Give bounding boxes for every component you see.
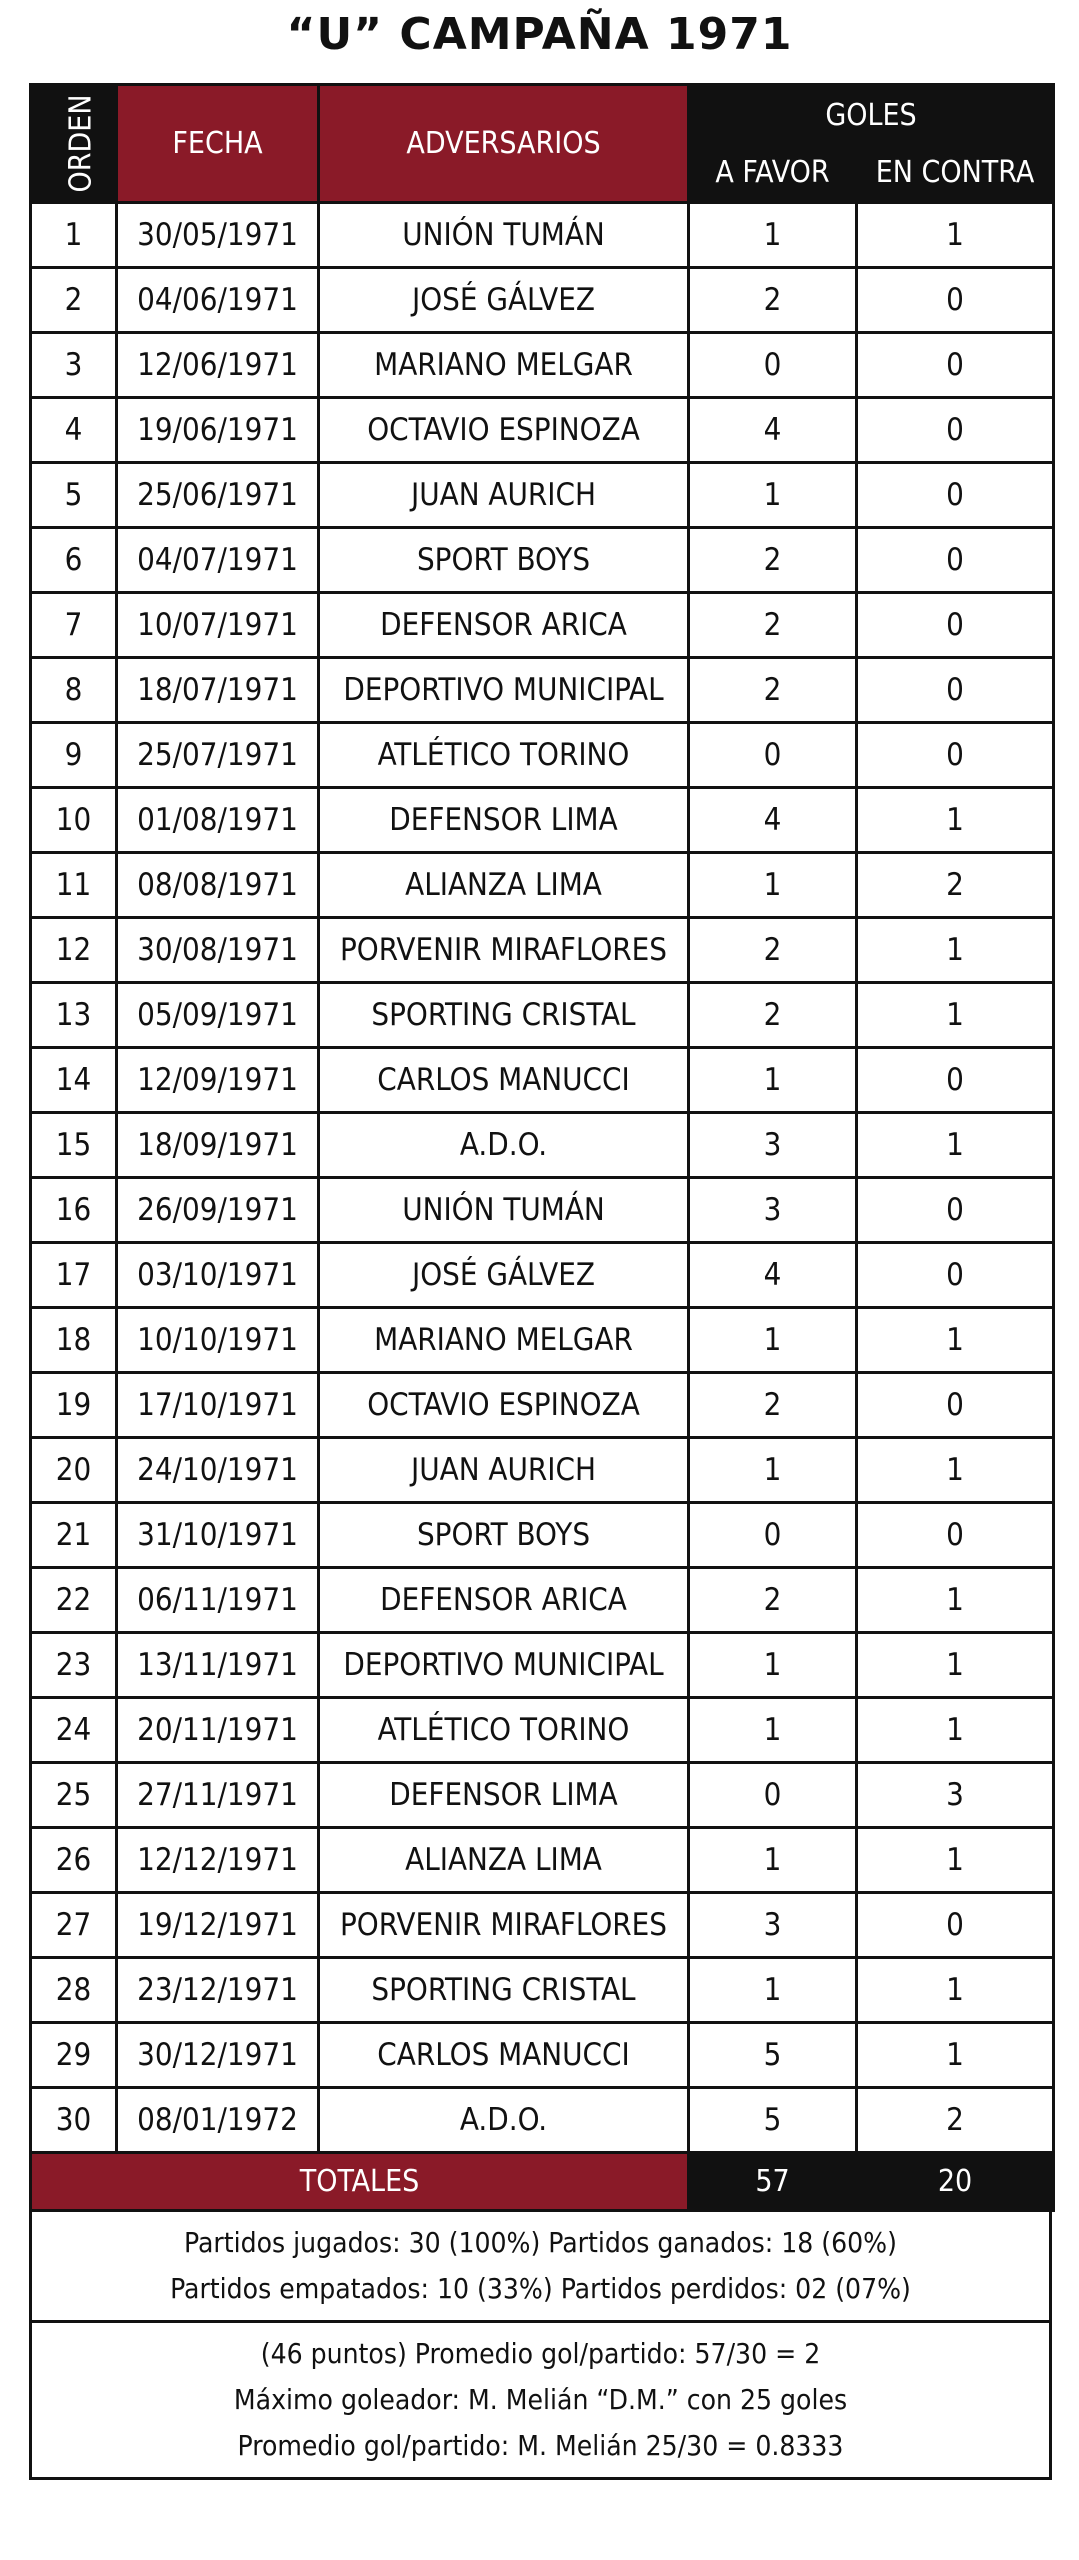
cell-fecha: 13/11/1971 xyxy=(117,1633,319,1698)
table-row xyxy=(31,203,1054,268)
cell-a-favor: 2 xyxy=(689,268,857,333)
cell-adversario: CARLOS MANUCCI xyxy=(319,2023,689,2088)
cell-fecha: 27/11/1971 xyxy=(117,1763,319,1828)
cell-fecha: 19/06/1971 xyxy=(117,398,319,463)
totals-a-favor: 57 xyxy=(689,2153,857,2211)
table-row xyxy=(31,1763,1054,1828)
cell-fecha: 25/07/1971 xyxy=(117,723,319,788)
cell-orden: 6 xyxy=(31,528,117,593)
cell-en-contra: 0 xyxy=(857,1243,1054,1308)
table-row xyxy=(31,788,1054,853)
table-row xyxy=(31,1308,1054,1373)
table-row xyxy=(31,1633,1054,1698)
results-table xyxy=(29,83,1055,2212)
cell-en-contra: 0 xyxy=(857,593,1054,658)
cell-orden: 29 xyxy=(31,2023,117,2088)
table-row xyxy=(31,1048,1054,1113)
cell-fecha: 12/12/1971 xyxy=(117,1828,319,1893)
cell-orden: 7 xyxy=(31,593,117,658)
cell-fecha: 20/11/1971 xyxy=(117,1698,319,1763)
cell-a-favor: 1 xyxy=(689,1438,857,1503)
cell-fecha: 17/10/1971 xyxy=(117,1373,319,1438)
cell-fecha: 12/09/1971 xyxy=(117,1048,319,1113)
cell-a-favor: 2 xyxy=(689,918,857,983)
summary-line-drawn-lost: Partidos empatados: 10 (33%) Partidos perdidos: 02 (07%) xyxy=(170,2272,911,2305)
cell-orden: 12 xyxy=(31,918,117,983)
cell-orden: 3 xyxy=(31,333,117,398)
cell-a-favor: 1 xyxy=(689,1048,857,1113)
table-row xyxy=(31,1373,1054,1438)
cell-orden: 21 xyxy=(31,1503,117,1568)
cell-adversario: CARLOS MANUCCI xyxy=(319,1048,689,1113)
cell-a-favor: 5 xyxy=(689,2023,857,2088)
cell-fecha: 30/08/1971 xyxy=(117,918,319,983)
cell-en-contra: 1 xyxy=(857,203,1054,268)
cell-a-favor: 1 xyxy=(689,1698,857,1763)
cell-a-favor: 1 xyxy=(689,1958,857,2023)
table-row xyxy=(31,1828,1054,1893)
cell-en-contra: 0 xyxy=(857,528,1054,593)
cell-fecha: 04/07/1971 xyxy=(117,528,319,593)
cell-orden: 5 xyxy=(31,463,117,528)
results-rows xyxy=(31,203,1054,2211)
cell-adversario: DEFENSOR ARICA xyxy=(319,1568,689,1633)
cell-fecha: 05/09/1971 xyxy=(117,983,319,1048)
cell-orden: 15 xyxy=(31,1113,117,1178)
cell-orden: 22 xyxy=(31,1568,117,1633)
cell-adversario: PORVENIR MIRAFLORES xyxy=(319,918,689,983)
table-row xyxy=(31,1178,1054,1243)
cell-adversario: A.D.O. xyxy=(319,2088,689,2153)
summary-line-scorer-average: Promedio gol/partido: M. Melián 25/30 = 0.8333 xyxy=(237,2429,844,2462)
cell-fecha: 18/07/1971 xyxy=(117,658,319,723)
table-row xyxy=(31,528,1054,593)
cell-orden: 8 xyxy=(31,658,117,723)
summary-matches xyxy=(32,2212,1049,2320)
cell-adversario: ALIANZA LIMA xyxy=(319,1828,689,1893)
cell-a-favor: 3 xyxy=(689,1113,857,1178)
cell-fecha: 08/01/1972 xyxy=(117,2088,319,2153)
cell-en-contra: 0 xyxy=(857,398,1054,463)
table-row xyxy=(31,463,1054,528)
cell-a-favor: 0 xyxy=(689,1763,857,1828)
table-row xyxy=(31,593,1054,658)
cell-en-contra: 1 xyxy=(857,1633,1054,1698)
cell-orden: 20 xyxy=(31,1438,117,1503)
cell-orden: 18 xyxy=(31,1308,117,1373)
cell-orden: 11 xyxy=(31,853,117,918)
table-row xyxy=(31,398,1054,463)
cell-orden: 30 xyxy=(31,2088,117,2153)
cell-a-favor: 0 xyxy=(689,333,857,398)
cell-en-contra: 2 xyxy=(857,2088,1054,2153)
cell-en-contra: 1 xyxy=(857,1113,1054,1178)
cell-fecha: 10/07/1971 xyxy=(117,593,319,658)
cell-a-favor: 2 xyxy=(689,658,857,723)
cell-fecha: 25/06/1971 xyxy=(117,463,319,528)
header-goles: GOLES xyxy=(689,85,1054,145)
cell-adversario: DEFENSOR LIMA xyxy=(319,1763,689,1828)
cell-orden: 2 xyxy=(31,268,117,333)
cell-orden: 10 xyxy=(31,788,117,853)
cell-en-contra: 0 xyxy=(857,268,1054,333)
cell-orden: 16 xyxy=(31,1178,117,1243)
cell-en-contra: 3 xyxy=(857,1763,1054,1828)
cell-en-contra: 0 xyxy=(857,1503,1054,1568)
table-row xyxy=(31,1958,1054,2023)
cell-adversario: SPORTING CRISTAL xyxy=(319,983,689,1048)
cell-adversario: ALIANZA LIMA xyxy=(319,853,689,918)
header-en-contra: EN CONTRA xyxy=(857,145,1054,203)
cell-orden: 4 xyxy=(31,398,117,463)
table-row xyxy=(31,1243,1054,1308)
table-row xyxy=(31,268,1054,333)
cell-adversario: A.D.O. xyxy=(319,1113,689,1178)
cell-a-favor: 0 xyxy=(689,1503,857,1568)
cell-fecha: 30/12/1971 xyxy=(117,2023,319,2088)
cell-adversario: JOSÉ GÁLVEZ xyxy=(319,1243,689,1308)
cell-a-favor: 4 xyxy=(689,1243,857,1308)
summary-line-points: (46 puntos) Promedio gol/partido: 57/30 = 2 xyxy=(260,2337,821,2370)
cell-a-favor: 2 xyxy=(689,1373,857,1438)
cell-a-favor: 2 xyxy=(689,1568,857,1633)
table-row xyxy=(31,853,1054,918)
cell-adversario: JUAN AURICH xyxy=(319,1438,689,1503)
page-title: “U” CAMPAÑA 1971 xyxy=(286,9,793,60)
cell-adversario: ATLÉTICO TORINO xyxy=(319,1698,689,1763)
cell-orden: 19 xyxy=(31,1373,117,1438)
cell-fecha: 19/12/1971 xyxy=(117,1893,319,1958)
cell-orden: 24 xyxy=(31,1698,117,1763)
cell-adversario: OCTAVIO ESPINOZA xyxy=(319,1373,689,1438)
cell-en-contra: 1 xyxy=(857,983,1054,1048)
cell-a-favor: 3 xyxy=(689,1178,857,1243)
cell-adversario: DEFENSOR LIMA xyxy=(319,788,689,853)
cell-adversario: DEPORTIVO MUNICIPAL xyxy=(319,658,689,723)
cell-adversario: DEPORTIVO MUNICIPAL xyxy=(319,1633,689,1698)
cell-en-contra: 0 xyxy=(857,1178,1054,1243)
cell-orden: 1 xyxy=(31,203,117,268)
cell-orden: 13 xyxy=(31,983,117,1048)
cell-adversario: JOSÉ GÁLVEZ xyxy=(319,268,689,333)
cell-fecha: 23/12/1971 xyxy=(117,1958,319,2023)
table-row xyxy=(31,1113,1054,1178)
cell-orden: 27 xyxy=(31,1893,117,1958)
cell-en-contra: 1 xyxy=(857,1308,1054,1373)
cell-en-contra: 0 xyxy=(857,1373,1054,1438)
cell-en-contra: 2 xyxy=(857,853,1054,918)
summary-line-played-won: Partidos jugados: 30 (100%) Partidos ganados: 18 (60%) xyxy=(184,2226,897,2259)
table-row xyxy=(31,1698,1054,1763)
cell-fecha: 24/10/1971 xyxy=(117,1438,319,1503)
cell-en-contra: 1 xyxy=(857,1568,1054,1633)
table-row xyxy=(31,983,1054,1048)
cell-a-favor: 0 xyxy=(689,723,857,788)
cell-en-contra: 1 xyxy=(857,918,1054,983)
cell-a-favor: 1 xyxy=(689,853,857,918)
cell-fecha: 18/09/1971 xyxy=(117,1113,319,1178)
header-orden-label: ORDEN xyxy=(63,94,99,193)
cell-en-contra: 1 xyxy=(857,788,1054,853)
totals-en-contra: 20 xyxy=(857,2153,1054,2211)
cell-a-favor: 1 xyxy=(689,463,857,528)
cell-a-favor: 5 xyxy=(689,2088,857,2153)
cell-en-contra: 1 xyxy=(857,1828,1054,1893)
cell-orden: 28 xyxy=(31,1958,117,2023)
table-row xyxy=(31,918,1054,983)
cell-en-contra: 1 xyxy=(857,2023,1054,2088)
cell-orden: 17 xyxy=(31,1243,117,1308)
cell-adversario: UNIÓN TUMÁN xyxy=(319,203,689,268)
table-row xyxy=(31,333,1054,398)
cell-fecha: 30/05/1971 xyxy=(117,203,319,268)
cell-adversario: SPORT BOYS xyxy=(319,528,689,593)
cell-orden: 26 xyxy=(31,1828,117,1893)
table-row xyxy=(31,658,1054,723)
cell-adversario: DEFENSOR ARICA xyxy=(319,593,689,658)
cell-adversario: ATLÉTICO TORINO xyxy=(319,723,689,788)
cell-en-contra: 0 xyxy=(857,333,1054,398)
header-fecha: FECHA xyxy=(117,85,319,203)
cell-fecha: 04/06/1971 xyxy=(117,268,319,333)
cell-fecha: 26/09/1971 xyxy=(117,1178,319,1243)
cell-orden: 25 xyxy=(31,1763,117,1828)
summary-line-top-scorer: Máximo goleador: M. Melián “D.M.” con 25 goles xyxy=(233,2383,848,2416)
cell-a-favor: 1 xyxy=(689,203,857,268)
table-row xyxy=(31,2088,1054,2153)
cell-en-contra: 0 xyxy=(857,658,1054,723)
cell-en-contra: 1 xyxy=(857,1438,1054,1503)
totals-label: TOTALES xyxy=(31,2153,689,2211)
cell-a-favor: 1 xyxy=(689,1828,857,1893)
cell-fecha: 12/06/1971 xyxy=(117,333,319,398)
cell-en-contra: 0 xyxy=(857,1048,1054,1113)
cell-en-contra: 1 xyxy=(857,1958,1054,2023)
cell-adversario: SPORTING CRISTAL xyxy=(319,1958,689,2023)
cell-en-contra: 0 xyxy=(857,1893,1054,1958)
header-adversarios: ADVERSARIOS xyxy=(319,85,689,203)
cell-a-favor: 4 xyxy=(689,398,857,463)
cell-adversario: SPORT BOYS xyxy=(319,1503,689,1568)
cell-a-favor: 4 xyxy=(689,788,857,853)
cell-a-favor: 1 xyxy=(689,1633,857,1698)
table-row xyxy=(31,1893,1054,1958)
cell-a-favor: 2 xyxy=(689,983,857,1048)
cell-fecha: 01/08/1971 xyxy=(117,788,319,853)
totals-row xyxy=(31,2153,1054,2211)
cell-adversario: JUAN AURICH xyxy=(319,463,689,528)
cell-a-favor: 1 xyxy=(689,1308,857,1373)
header-a-favor: A FAVOR xyxy=(689,145,857,203)
cell-adversario: MARIANO MELGAR xyxy=(319,333,689,398)
cell-fecha: 06/11/1971 xyxy=(117,1568,319,1633)
cell-fecha: 10/10/1971 xyxy=(117,1308,319,1373)
cell-adversario: MARIANO MELGAR xyxy=(319,1308,689,1373)
cell-fecha: 08/08/1971 xyxy=(117,853,319,918)
cell-a-favor: 2 xyxy=(689,593,857,658)
summary-stats xyxy=(32,2320,1049,2477)
header-orden xyxy=(31,85,117,203)
cell-a-favor: 2 xyxy=(689,528,857,593)
cell-a-favor: 3 xyxy=(689,1893,857,1958)
cell-fecha: 03/10/1971 xyxy=(117,1243,319,1308)
cell-adversario: PORVENIR MIRAFLORES xyxy=(319,1893,689,1958)
cell-en-contra: 0 xyxy=(857,723,1054,788)
summary-box xyxy=(29,2212,1052,2480)
table-row xyxy=(31,723,1054,788)
table-row xyxy=(31,1438,1054,1503)
cell-adversario: UNIÓN TUMÁN xyxy=(319,1178,689,1243)
table-row xyxy=(31,1503,1054,1568)
cell-orden: 23 xyxy=(31,1633,117,1698)
campaign-table-sheet xyxy=(29,83,1052,2480)
table-row xyxy=(31,2023,1054,2088)
table-row xyxy=(31,1568,1054,1633)
cell-en-contra: 1 xyxy=(857,1698,1054,1763)
cell-orden: 14 xyxy=(31,1048,117,1113)
cell-adversario: OCTAVIO ESPINOZA xyxy=(319,398,689,463)
cell-en-contra: 0 xyxy=(857,463,1054,528)
cell-orden: 9 xyxy=(31,723,117,788)
cell-fecha: 31/10/1971 xyxy=(117,1503,319,1568)
